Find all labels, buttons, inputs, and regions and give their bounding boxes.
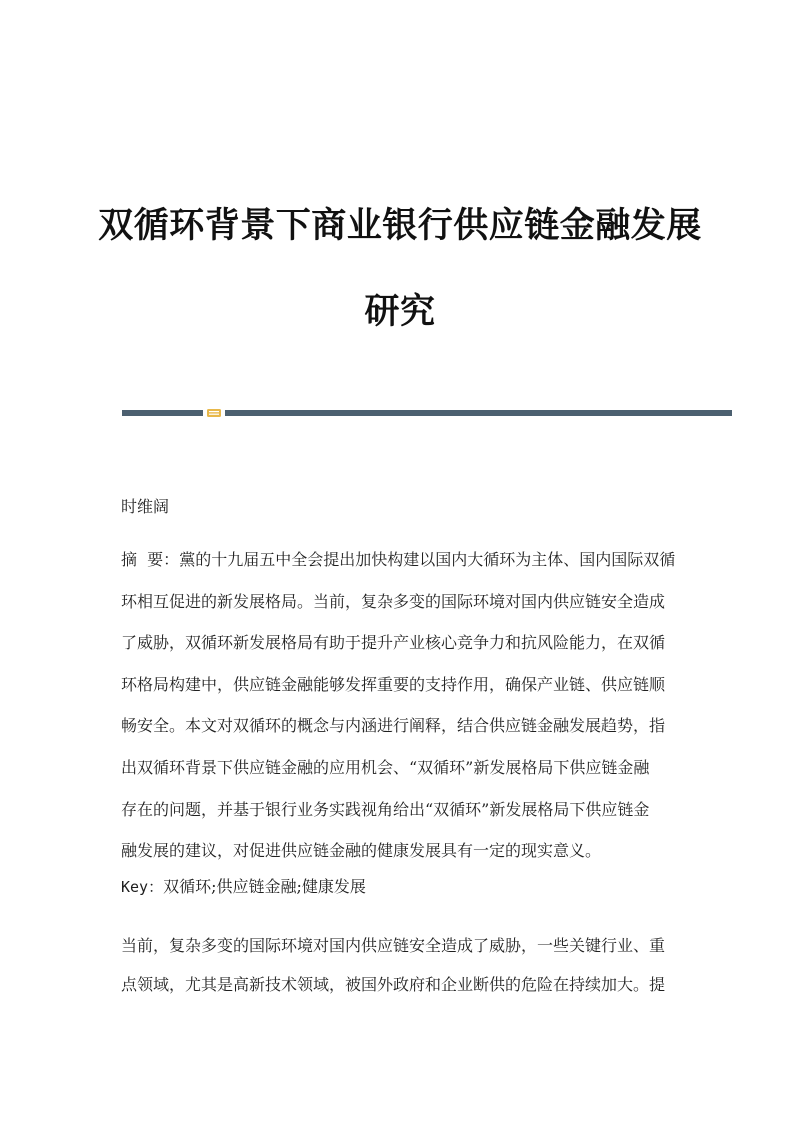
abstract-line: 存在的问题，并基于银行业务实践视角给出“双循环”新发展格局下供应链金 bbox=[121, 799, 650, 819]
keywords bbox=[121, 876, 681, 898]
title-line-1: 双循环背景下商业银行供应链金融发展 bbox=[98, 205, 702, 246]
abstract-line: 环相互促进的新发展格局。当前，复杂多变的国际环境对国内供应链安全造成 bbox=[121, 591, 666, 611]
abstract-line: 了威胁，双循环新发展格局有助于提升产业核心竞争力和抗风险能力，在双循 bbox=[121, 633, 666, 653]
intro-line: 当前，复杂多变的国际环境对国内供应链安全造成了威胁，一些关键行业、重 bbox=[121, 936, 666, 955]
abstract-line: 摘 要：黨的十九届五中全会提出加快构建以国内大循环为主体、国内国际双循 bbox=[121, 550, 676, 569]
abstract-line: 环格局构建中，供应链金融能够发挥重要的支持作用，确保产业链、供应链顺 bbox=[121, 674, 666, 694]
abstract-label: 摘 要： bbox=[121, 550, 180, 569]
title-line-2: 研究 bbox=[364, 291, 436, 332]
divider-bar-left bbox=[122, 410, 203, 416]
keywords-value: 双循环;供应链金融;健康发展 bbox=[163, 877, 366, 896]
abstract-line: 出双循环背景下供应链金融的应用机会、“双循环”新发展格局下供应链金融 bbox=[121, 757, 650, 777]
title-divider bbox=[122, 408, 732, 418]
divider-bar-right bbox=[225, 410, 732, 416]
intro-line: 点领域，尤其是高新技术领域，被国外政府和企业断供的危险在持续加大。提 bbox=[121, 975, 666, 994]
author-name: 时维阔 bbox=[121, 497, 170, 516]
abstract-line: 畅安全。本文对双循环的概念与内涵进行阐释，结合供应链金融发展趋势，指 bbox=[121, 716, 666, 736]
intro-paragraph bbox=[121, 926, 681, 1004]
abstract bbox=[121, 539, 681, 872]
keywords-label: Key： bbox=[121, 878, 164, 896]
divider-emblem-icon bbox=[206, 408, 222, 418]
document-title bbox=[0, 183, 800, 355]
abstract-line: 融发展的建议，对促进供应链金融的健康发展具有一定的现实意义。 bbox=[121, 841, 602, 861]
